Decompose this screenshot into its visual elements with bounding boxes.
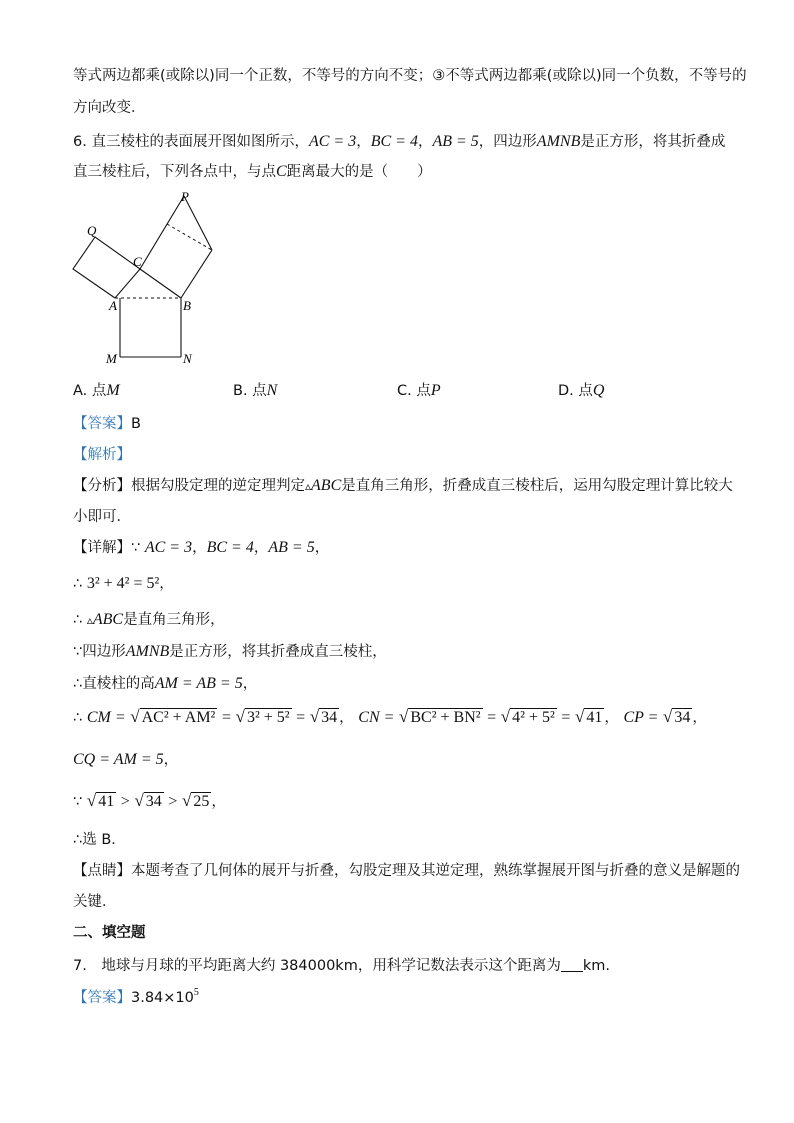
q6-detail-height: ∴直棱柱的高AM = AB = 5，: [73, 675, 258, 692]
option-a[interactable]: A. 点M: [73, 382, 120, 399]
intro-line-1: 等式两边都乘(或除以)同一个正数，不等号的方向不变；③不等式两边都乘(或除以)同一个负数，不等号的: [73, 68, 747, 84]
label-c: C: [133, 254, 142, 269]
q6-stem-line-1: 6. 直三棱柱的表面展开图如图所示，AC = 3，BC = 4，AB = 5，四边形AMNB是正方形，将其折叠成: [73, 133, 726, 150]
eq-ac: AC = 3: [308, 133, 357, 150]
edge-cb: [140, 269, 181, 298]
eq-bc: BC = 4: [370, 133, 418, 150]
q6-detail-compare: ∵ √ 41 > √ 34 > √ 25 ，: [73, 791, 226, 810]
q7-answer: 【答案】$3.84\times 10^5$: [73, 987, 199, 1006]
q7-stem: 7. 地球与月球的平均距离大约 384000km，用科学记数法表示这个距离为 km.: [73, 958, 610, 974]
q6-dianjing-line-2: 关键．: [73, 894, 117, 910]
q6-detail-square: ∵四边形AMNB是正方形，将其折叠成直三棱柱，: [73, 643, 387, 660]
eq-ab: AB = 5: [432, 133, 479, 150]
answer-blank[interactable]: [561, 957, 583, 972]
label-a: A: [109, 298, 117, 313]
q6-fenxi-line-1: 【分析】根据勾股定理的逆定理判定▵ABC是直角三角形，折叠成直三棱柱后，运用勾股定理计算比较大: [73, 477, 733, 494]
q6-detail-pythagoras: ∴ 3² + 4² = 5²，: [73, 575, 174, 592]
q6-detail-line-1: 【详解】∵ AC = 3，BC = 4，AB = 5，: [73, 539, 330, 556]
q6-detail-distances: ∴ CM = √ AC² + AM² = √ 3² + 5² = √ 34 ， CN = √ BC² + BN² = √ 4² + 5² = √ 41 ， CP = √ 34 ，: [73, 707, 707, 726]
q6-analysis-tag: 【解析】: [73, 447, 131, 463]
net-figure: [60, 188, 230, 373]
q6-stem-line-2: 直三棱柱后，下列各点中，与点C距离最大的是（ ）: [73, 163, 432, 180]
edge-bp-side: [181, 250, 212, 298]
q6-choose: ∴选 B．: [73, 832, 126, 848]
q6-answer: 【答案】B: [73, 416, 141, 432]
q6-dianjing-line-1: 【点睛】本题考查了几何体的展开与折叠，勾股定理及其逆定理，熟练掌握展开图与折叠的意义是解题的: [73, 863, 740, 879]
square-q: [73, 237, 140, 298]
label-q: Q: [87, 223, 97, 238]
option-d[interactable]: D. 点Q: [558, 382, 605, 399]
square-name: AMNB: [536, 133, 581, 150]
option-b[interactable]: B. 点N: [233, 382, 278, 399]
q6-detail-right-triangle: ∴ ▵ABC是直角三角形，: [73, 611, 225, 628]
edge-cp-side: [140, 196, 184, 269]
q6-detail-cq: CQ = AM = 5，: [73, 751, 179, 768]
label-n: N: [183, 351, 192, 366]
label-m: M: [106, 351, 117, 366]
label-b: B: [183, 298, 191, 313]
edge-ac: [115, 269, 140, 298]
intro-line-2: 方向改变．: [73, 100, 146, 116]
edge-p1: [184, 196, 212, 250]
q6-stem-prefix: 直三棱柱的表面展开图如图所示，: [91, 134, 309, 150]
label-p: P: [181, 189, 189, 204]
q6-fenxi-line-2: 小即可．: [73, 509, 131, 525]
option-c[interactable]: C. 点P: [397, 382, 441, 399]
section-title: 二、填空题: [73, 925, 146, 941]
q6-number: 6.: [73, 134, 87, 150]
